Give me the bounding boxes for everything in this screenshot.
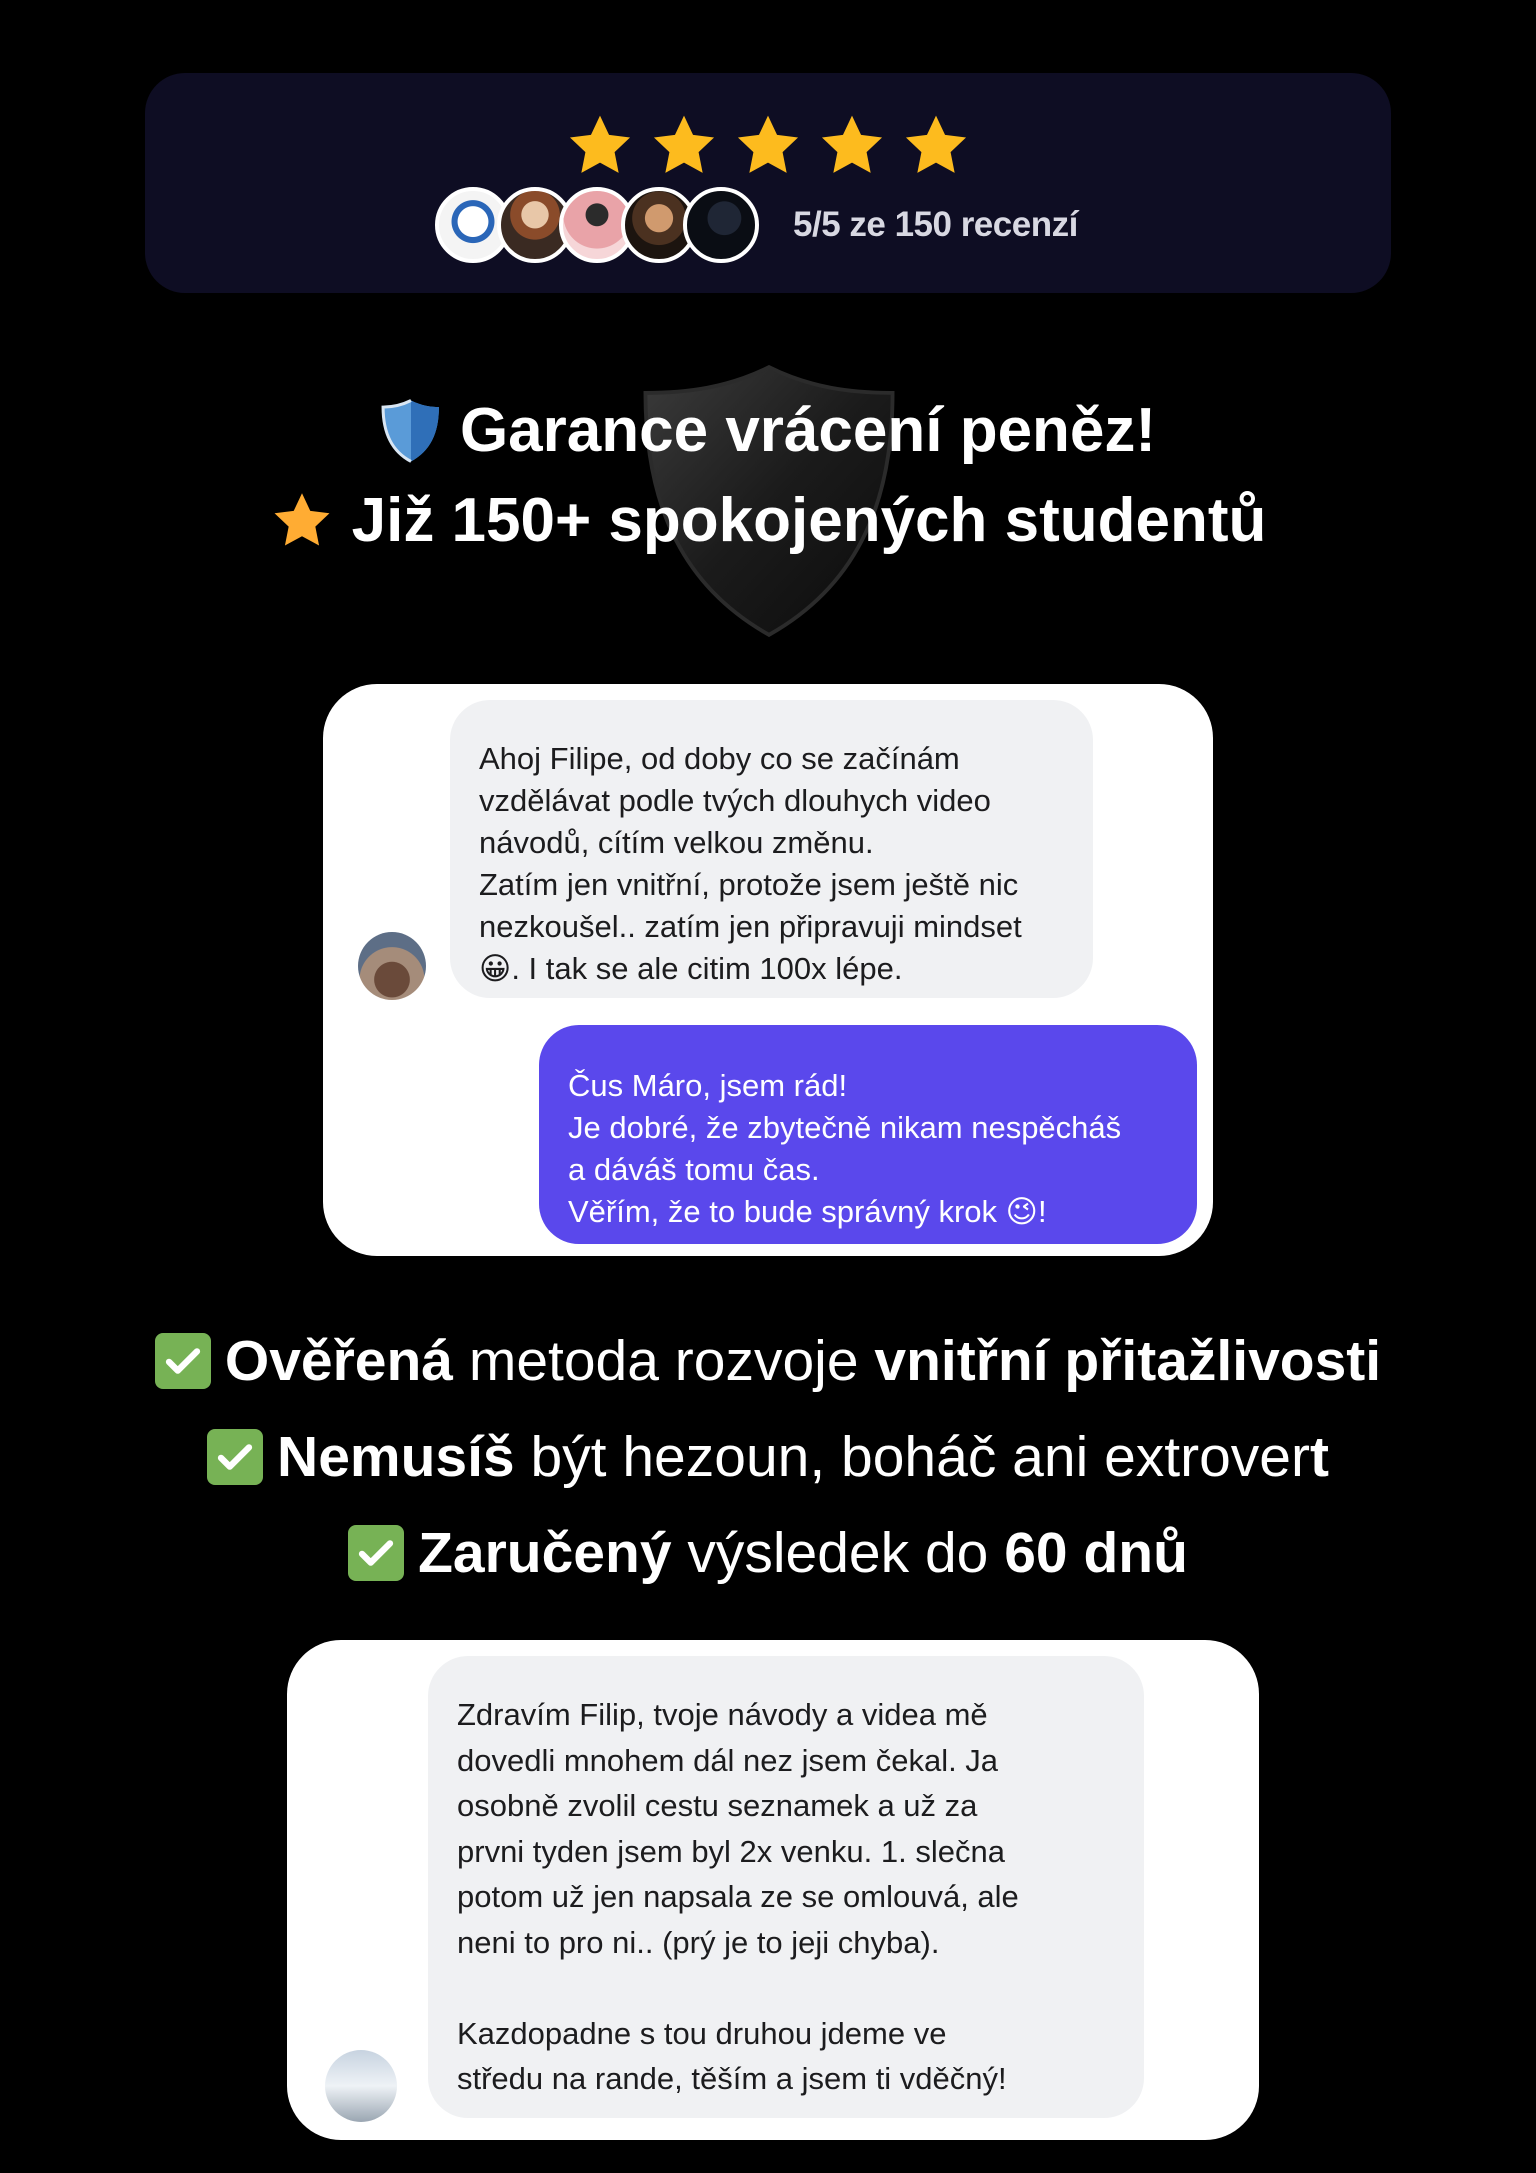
star-icon — [733, 111, 803, 181]
message-text: Ahoj Filipe, od doby co se začínám vzdělávat podle tvých dlouhych video návodů, cítím velkou změnu. Zatím jen vnitřní, protože jsem ještě nic nezkoušel.. zatím jen připravuji mindset 😀. I tak se ale citim 100x lépe. — [479, 741, 1022, 986]
benefit-text: být hezoun, boháč ani extrover — [514, 1425, 1310, 1489]
benefit-item — [0, 1328, 1536, 1394]
star-icon — [901, 111, 971, 181]
benefit-bold: t — [1309, 1425, 1329, 1489]
benefit-item — [0, 1424, 1536, 1490]
checkmark-icon — [155, 1333, 211, 1389]
rating-summary: 5/5 ze 150 recenzí — [793, 205, 1078, 244]
star-icon — [817, 111, 887, 181]
benefit-bold: Ověřená — [224, 1329, 453, 1393]
star-icon — [270, 489, 334, 553]
avatar — [358, 932, 426, 1000]
testimonial-chat-2 — [287, 1640, 1259, 2140]
message-text: Zdravím Filip, tvoje návody a videa mě dovedli mnohem dál nez jsem čekal. Ja osobně zvolil cestu seznamek a už za prvni tyden jsem byl 2x venku. 1. slečna potom už jen napsala ze se omlouvá, ale neni to pro ni.. (prý je to jeji chyba). Kazdopadne s tou druhou jdeme ve středu na rande, těším a jsem ti vděčný! — [457, 1697, 1019, 2096]
checkmark-icon — [207, 1429, 263, 1485]
reviewers-row — [435, 187, 1078, 263]
guarantee-text: Garance vrácení peněz! — [459, 396, 1157, 465]
rating-card — [145, 73, 1391, 293]
benefit-text: metoda rozvoje — [453, 1329, 875, 1393]
star-icon — [565, 111, 635, 181]
benefit-item — [0, 1520, 1536, 1586]
reviewer-avatars — [435, 187, 759, 263]
outgoing-message — [539, 1025, 1197, 1244]
benefit-bold: Nemusíš — [277, 1425, 515, 1489]
star-rating — [145, 111, 1391, 181]
benefit-text: výsledek do — [671, 1521, 1005, 1585]
testimonial-chat-1 — [323, 684, 1213, 1256]
students-headline — [0, 485, 1536, 556]
shield-icon — [380, 398, 442, 464]
students-text: Již 150+ spokojených studentů — [351, 486, 1267, 555]
benefit-bold: vnitřní přitažlivosti — [874, 1329, 1382, 1393]
incoming-message — [428, 1656, 1144, 2118]
checkmark-icon — [348, 1525, 404, 1581]
benefit-bold: 60 dnů — [1004, 1521, 1188, 1585]
star-icon — [649, 111, 719, 181]
benefit-bold: Zaručený — [418, 1521, 672, 1585]
guarantee-headline — [0, 395, 1536, 466]
avatar — [325, 2050, 397, 2122]
message-text: Čus Máro, jsem rád! Je dobré, že zbytečně nikam nespěcháš a dáváš tomu čas. Věřím, že to bude správný krok 😉! — [568, 1068, 1122, 1229]
incoming-message — [450, 700, 1093, 998]
avatar — [683, 187, 759, 263]
